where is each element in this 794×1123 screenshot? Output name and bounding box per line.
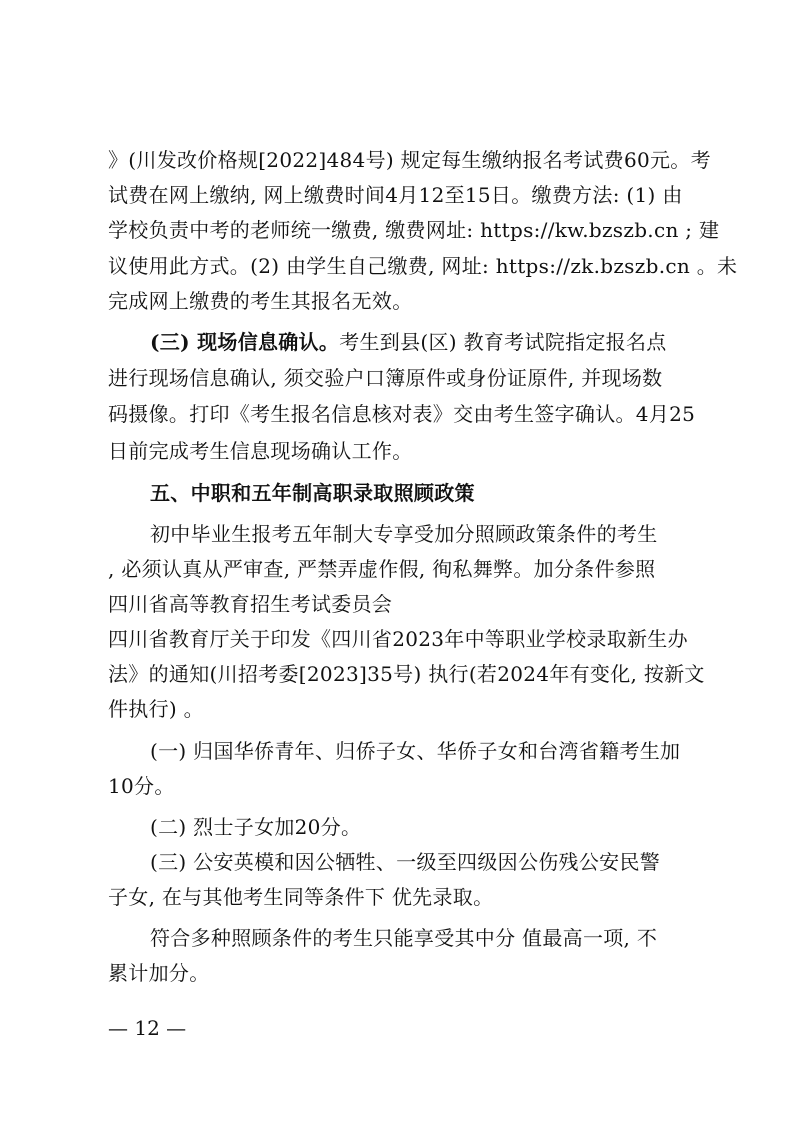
list-item: 子女, 在与其他考生同等条件下 优先录取。 — [108, 885, 494, 909]
paragraph-line: 》(川发改价格规[2022]484号) 规定每生缴纳报名考试费60元。考 — [108, 148, 711, 172]
paragraph-text: 考生到县(区) 教育考试院指定报名点 — [339, 330, 667, 354]
paragraph-line: 四川省高等教育招生考试委员会 — [108, 592, 393, 616]
paragraph-line: 进行现场信息确认, 须交验户口簿原件或身份证原件, 并现场数 — [108, 366, 663, 390]
paragraph-line: 完成网上缴费的考生其报名无效。 — [108, 289, 413, 313]
list-item: 10分。 — [108, 774, 175, 798]
section-heading: 五、中职和五年制高职录取照顾政策 — [150, 481, 475, 505]
list-item: (三) 公安英模和因公牺牲、一级至四级因公伤残公安民警 — [150, 850, 661, 874]
subsection-heading: (三) 现场信息确认。 — [150, 330, 340, 354]
paragraph-line: 累计加分。 — [108, 961, 210, 985]
paragraph-line: 四川省教育厅关于印发《四川省2023年中等职业学校录取新生办 — [108, 627, 688, 651]
paragraph-line: 学校负责中考的老师统一缴费, 缴费网址: https://kw.bzszb.cn ; 建 — [108, 218, 720, 242]
paragraph-line: 符合多种照顾条件的考生只能享受其中分 值最高一项, 不 — [150, 926, 658, 950]
paragraph-line: , 必须认真从严审查, 严禁弄虚作假, 徇私舞弊。加分条件参照 — [108, 557, 656, 581]
paragraph-line: 件执行) 。 — [108, 697, 204, 721]
paragraph-line: 日前完成考生信息现场确认工作。 — [108, 439, 413, 463]
paragraph-line: 法》的通知(川招考委[2023]35号) 执行(若2024年有变化, 按新文 — [108, 662, 705, 686]
list-item: (一) 归国华侨青年、归侨子女、华侨子女和台湾省籍考生加 — [150, 739, 681, 763]
paragraph-line: 议使用此方式。(2) 由学生自己缴费, 网址: https://zk.bzszb.cn 。未 — [108, 254, 738, 278]
paragraph-line: 初中毕业生报考五年制大专享受加分照顾政策条件的考生 — [150, 522, 658, 546]
page-number: — 12 — — [108, 1016, 187, 1040]
paragraph-line — [150, 327, 667, 357]
paragraph-line: 试费在网上缴纳, 网上缴费时间4月12至15日。缴费方法: (1) 由 — [108, 183, 683, 207]
paragraph-line: 码摄像。打印《考生报名信息核对表》交由考生签字确认。4月25 — [108, 402, 696, 426]
list-item: (二) 烈士子女加20分。 — [150, 815, 362, 839]
